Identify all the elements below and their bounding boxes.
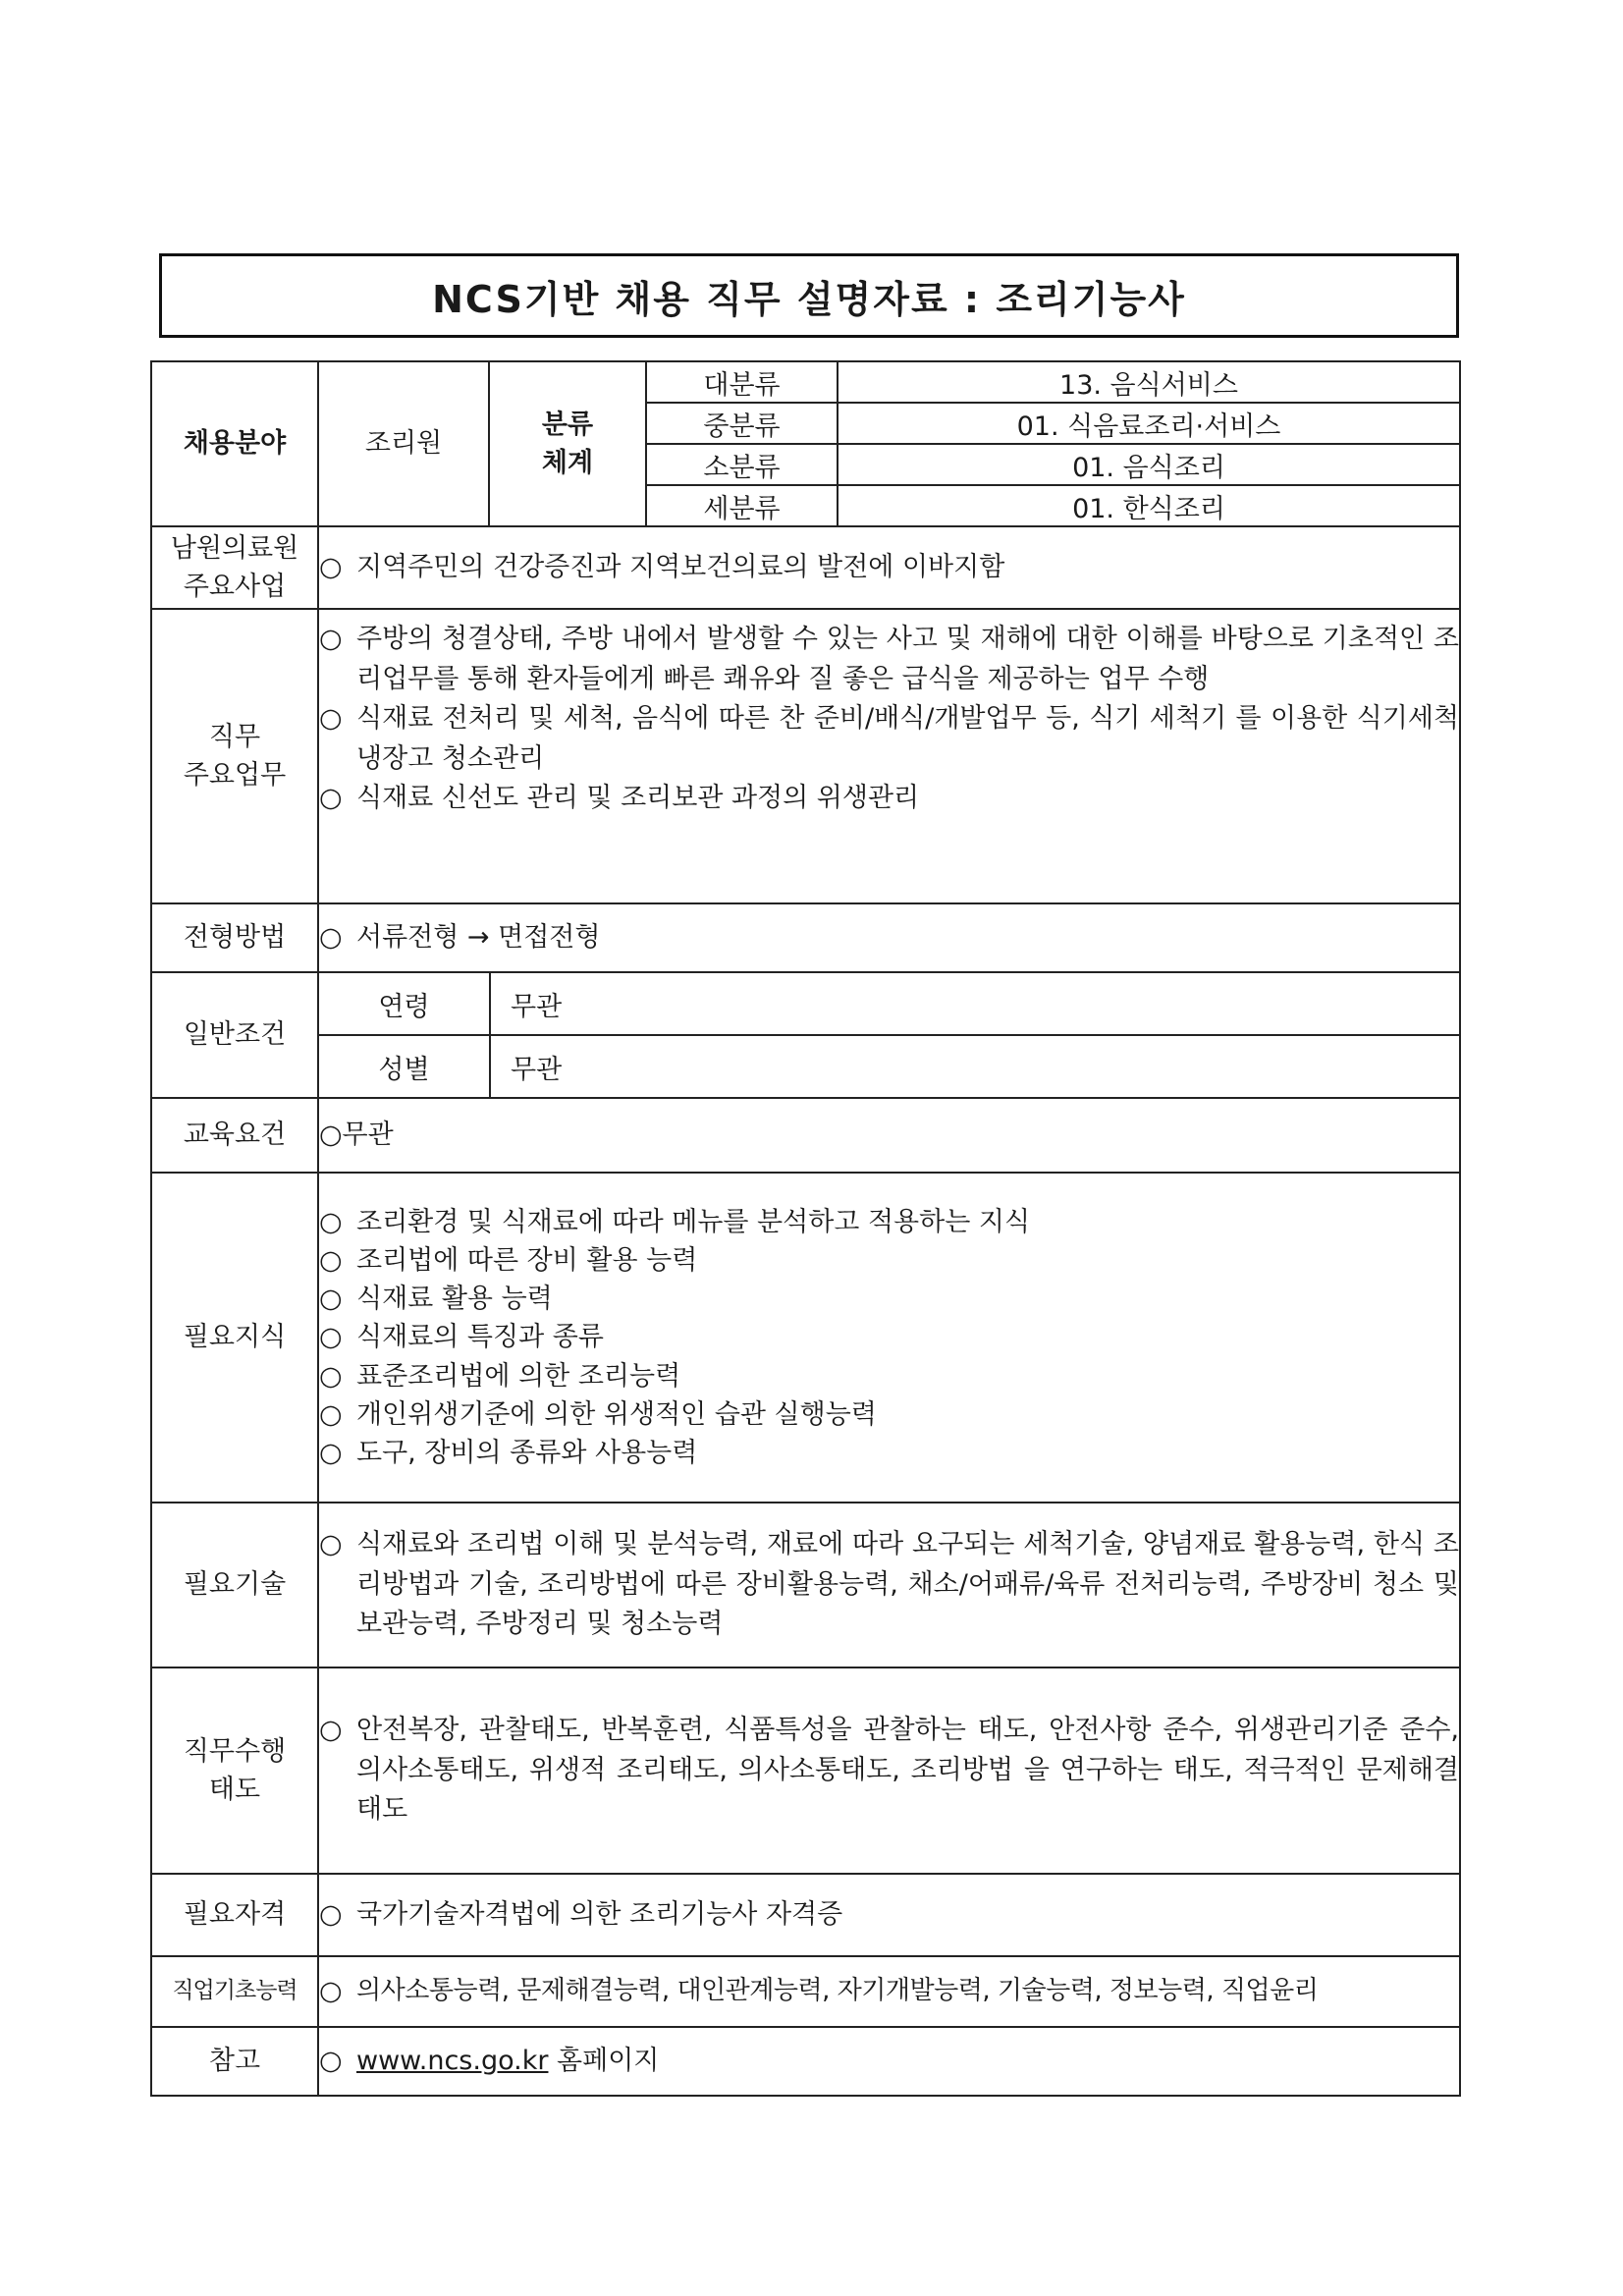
education-label: 교육요건 xyxy=(151,1098,318,1173)
knowledge-content xyxy=(318,1173,1460,1503)
org-business-content xyxy=(318,526,1460,609)
knowledge-item-text: 식재료 활용 능력 xyxy=(356,1284,553,1315)
list-item xyxy=(319,779,1459,819)
bullet-glyph: ○ xyxy=(319,1898,343,1930)
skills-content xyxy=(318,1503,1460,1667)
reference-content xyxy=(318,2027,1460,2096)
job-description-table xyxy=(150,360,1461,2097)
reference-label: 참고 xyxy=(151,2027,318,2096)
general-content xyxy=(318,972,1460,1098)
general-subtable xyxy=(319,973,1459,1097)
bullet-glyph: ○ xyxy=(319,1360,343,1392)
education-text: ○무관 xyxy=(318,1098,1460,1173)
bullet-glyph: ○ xyxy=(319,1529,343,1560)
reference-suffix: 홈페이지 xyxy=(548,2045,660,2076)
list-item xyxy=(319,1241,1459,1280)
duties-label xyxy=(151,609,318,903)
duties-label-line-1: 직무 xyxy=(208,721,261,752)
general-label: 일반조건 xyxy=(151,972,318,1098)
org-business-label-line-1: 남원의료원 xyxy=(170,532,299,564)
bullet-glyph: ○ xyxy=(319,1322,343,1353)
attitude-text: 안전복장, 관찰태도, 반복훈련, 식품특성을 관찰하는 태도, 안전사항 준수, 위생관리기준 준수, 의사소통태도, 위생적 조리태도, 의사소통태도, 조리방법 을 연구하는 태도, 적극적인 문제해결 태도 xyxy=(356,1715,1459,1826)
list-item xyxy=(319,1203,1459,1241)
license-label: 필요자격 xyxy=(151,1874,318,1956)
bullet-glyph: ○ xyxy=(319,1207,343,1237)
org-business-text: 지역주민의 건강증진과 지역보건의료의 발전에 이바지함 xyxy=(356,551,1005,582)
duty-item-text: 주방의 청결상태, 주방 내에서 발생할 수 있는 사고 및 재해에 대한 이해를 바탕으로 기초적인 조리업무를 통해 환자들에게 빠른 쾌유와 질 좋은 급식을 제공하는 업무 수행 xyxy=(356,624,1459,694)
bullet-glyph: ○ xyxy=(319,703,343,734)
org-business-label-line-2: 주요사업 xyxy=(183,572,287,602)
selection-text: 서류전형 → 면접전형 xyxy=(356,921,601,953)
duties-label-line-2: 주요업무 xyxy=(183,760,287,791)
bullet-glyph: ○ xyxy=(319,783,343,813)
skills-text: 식재료와 조리법 이해 및 분석능력, 재료에 따라 요구되는 세척기술, 양념재료 활용능력, 한식 조리방법과 기술, 조리방법에 따른 장비활용능력, 채소/어패류/육류 전처리능력, 주방장비 청소 및 보관능력, 주방정리 및 청소능력 xyxy=(356,1529,1459,1640)
attitude-label xyxy=(151,1667,318,1874)
age-value: 무관 xyxy=(490,973,1459,1035)
duties-content xyxy=(318,609,1460,903)
attitude-content xyxy=(318,1667,1460,1874)
list-item xyxy=(319,1395,1459,1434)
list-item xyxy=(319,699,1459,779)
basic-competency-text: 의사소통능력, 문제해결능력, 대인관계능력, 자기개발능력, 기술능력, 정보능력, 직업윤리 xyxy=(356,1975,1319,2005)
bullet-glyph: ○ xyxy=(319,921,343,953)
class-major-value: 13. 음식서비스 xyxy=(838,361,1460,403)
attitude-label-line-2: 태도 xyxy=(208,1775,261,1805)
knowledge-item-text: 조리환경 및 식재료에 따라 메뉴를 분석하고 적용하는 지식 xyxy=(356,1207,1031,1237)
classification-label xyxy=(489,361,646,526)
list-item xyxy=(319,1434,1459,1472)
class-minor-label: 소분류 xyxy=(646,444,838,485)
classification-label-line-1: 분류 xyxy=(541,409,594,440)
selection-label: 전형방법 xyxy=(151,903,318,972)
skills-label: 필요기술 xyxy=(151,1503,318,1667)
class-detail-value: 01. 한식조리 xyxy=(838,485,1460,526)
ncs-website-link[interactable]: www.ncs.go.kr xyxy=(356,2045,549,2076)
class-middle-value: 01. 식음료조리·서비스 xyxy=(838,403,1460,444)
selection-content xyxy=(318,903,1460,972)
class-minor-value: 01. 음식조리 xyxy=(838,444,1460,485)
list-item xyxy=(319,1357,1459,1395)
org-business-label xyxy=(151,526,318,609)
knowledge-item-text: 조리법에 따른 장비 활용 능력 xyxy=(356,1245,698,1277)
bullet-glyph: ○ xyxy=(319,1715,343,1746)
bullet-glyph: ○ xyxy=(319,1284,343,1315)
duty-item-text: 식재료 신선도 관리 및 조리보관 과정의 위생관리 xyxy=(356,783,920,813)
gender-value: 무관 xyxy=(511,1054,563,1085)
bullet-glyph: ○ xyxy=(319,1245,343,1277)
basic-competency-label: 직업기초능력 xyxy=(151,1956,318,2027)
attitude-label-line-1: 직무수행 xyxy=(183,1735,287,1767)
list-item xyxy=(319,1280,1459,1318)
license-content xyxy=(318,1874,1460,1956)
gender-label: 성별 xyxy=(319,1035,490,1097)
knowledge-item-text: 도구, 장비의 종류와 사용능력 xyxy=(356,1437,698,1468)
duty-item-text: 식재료 전처리 및 세척, 음식에 따른 찬 준비/배식/개발업무 등, 식기 세척기 를 이용한 식기세척 냉장고 청소관리 xyxy=(356,703,1459,774)
class-detail-label: 세분류 xyxy=(646,485,838,526)
list-item xyxy=(319,620,1459,699)
knowledge-item-text: 식재료의 특징과 종류 xyxy=(356,1322,604,1353)
bullet-glyph: ○ xyxy=(319,624,343,654)
class-middle-label: 중분류 xyxy=(646,403,838,444)
license-text: 국가기술자격법에 의한 조리기능사 자격증 xyxy=(356,1898,843,1930)
knowledge-item-text: 개인위생기준에 의한 위생적인 습관 실행능력 xyxy=(356,1398,877,1430)
basic-competency-content xyxy=(318,1956,1460,2027)
knowledge-item-text: 표준조리법에 의한 조리능력 xyxy=(356,1360,681,1392)
knowledge-label: 필요지식 xyxy=(151,1173,318,1503)
bullet-glyph: ○ xyxy=(319,1437,343,1468)
document-title: NCS기반 채용 직무 설명자료 : 조리기능사 xyxy=(159,253,1459,338)
field-value: 조리원 xyxy=(318,361,489,526)
age-label: 연령 xyxy=(319,973,490,1035)
class-major-label: 대분류 xyxy=(646,361,838,403)
field-label: 채용분야 xyxy=(151,361,318,526)
bullet-glyph: ○ xyxy=(319,1975,343,2006)
classification-label-line-2: 체계 xyxy=(541,448,594,478)
list-item xyxy=(319,1318,1459,1356)
bullet-glyph: ○ xyxy=(319,1398,343,1430)
bullet-glyph: ○ xyxy=(319,2045,343,2076)
bullet-glyph: ○ xyxy=(319,551,343,582)
